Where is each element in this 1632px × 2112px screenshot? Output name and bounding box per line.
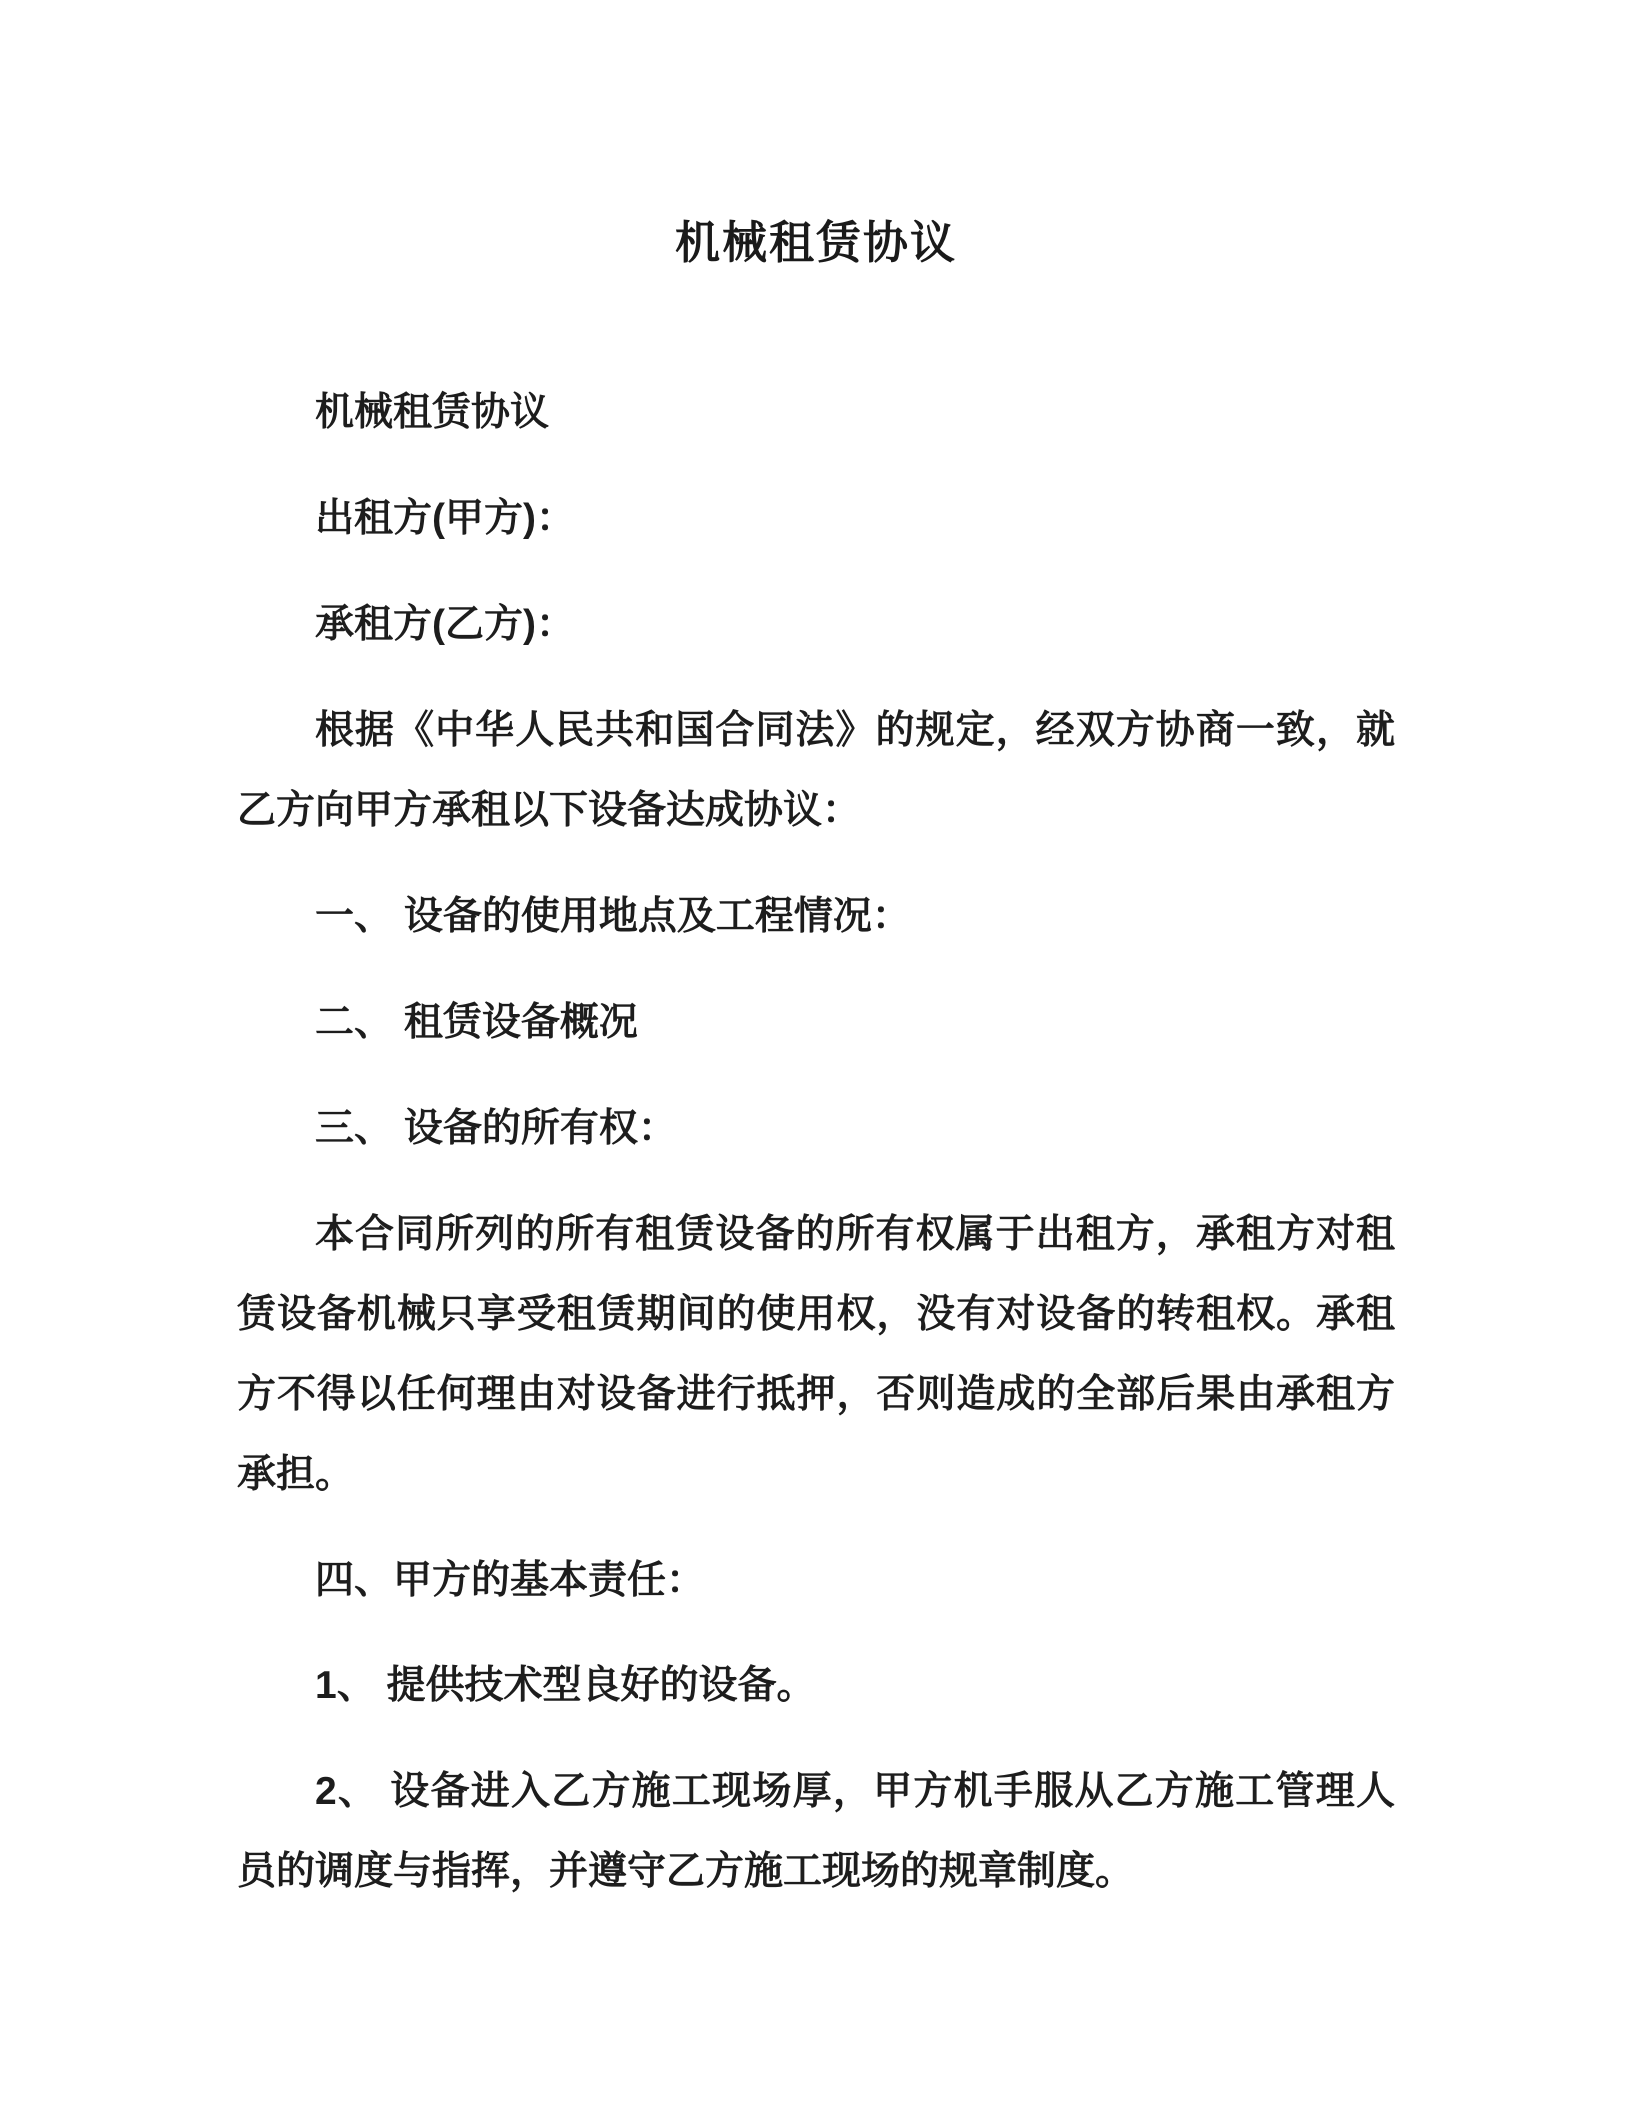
paragraph-section-1: 一、 设备的使用地点及工程情况： bbox=[315, 894, 911, 938]
paragraph-item-2: 2、 设备进入乙方施工现场厚，甲方机手服从乙方施工管理人员的调度与指挥，并遵守乙方施工现场的规章制度。 bbox=[237, 1770, 1395, 1894]
paragraph-subtitle: 机械租赁协议 bbox=[315, 391, 550, 435]
paragraph-preamble: 根据《中华人民共和国合同法》的规定，经双方协商一致，就乙方向甲方承租以下设备达成协议： bbox=[237, 709, 1395, 832]
paragraph-section-3: 三、 设备的所有权： bbox=[315, 1106, 677, 1150]
paragraph-section-4: 四、甲方的基本责任： bbox=[315, 1558, 706, 1602]
document-title: 机械租赁协议 bbox=[674, 217, 957, 268]
paragraph-section-2: 二、 租赁设备概况 bbox=[315, 1000, 638, 1044]
paragraph-ownership-body: 本合同所列的所有租赁设备的所有权属于出租方，承租方对租赁设备机械只享受租赁期间的使用权，没有对设备的转租权。承租方不得以任何理由对设备进行抵押，否则造成的全部后果由承租方承担。 bbox=[237, 1212, 1395, 1496]
paragraph-lessee: 承租方(乙方)： bbox=[315, 603, 575, 647]
paragraph-item-1: 1、 提供技术型良好的设备。 bbox=[315, 1664, 816, 1708]
document-body bbox=[237, 373, 1395, 1912]
paragraph-lessor: 出租方(甲方)： bbox=[315, 497, 575, 541]
